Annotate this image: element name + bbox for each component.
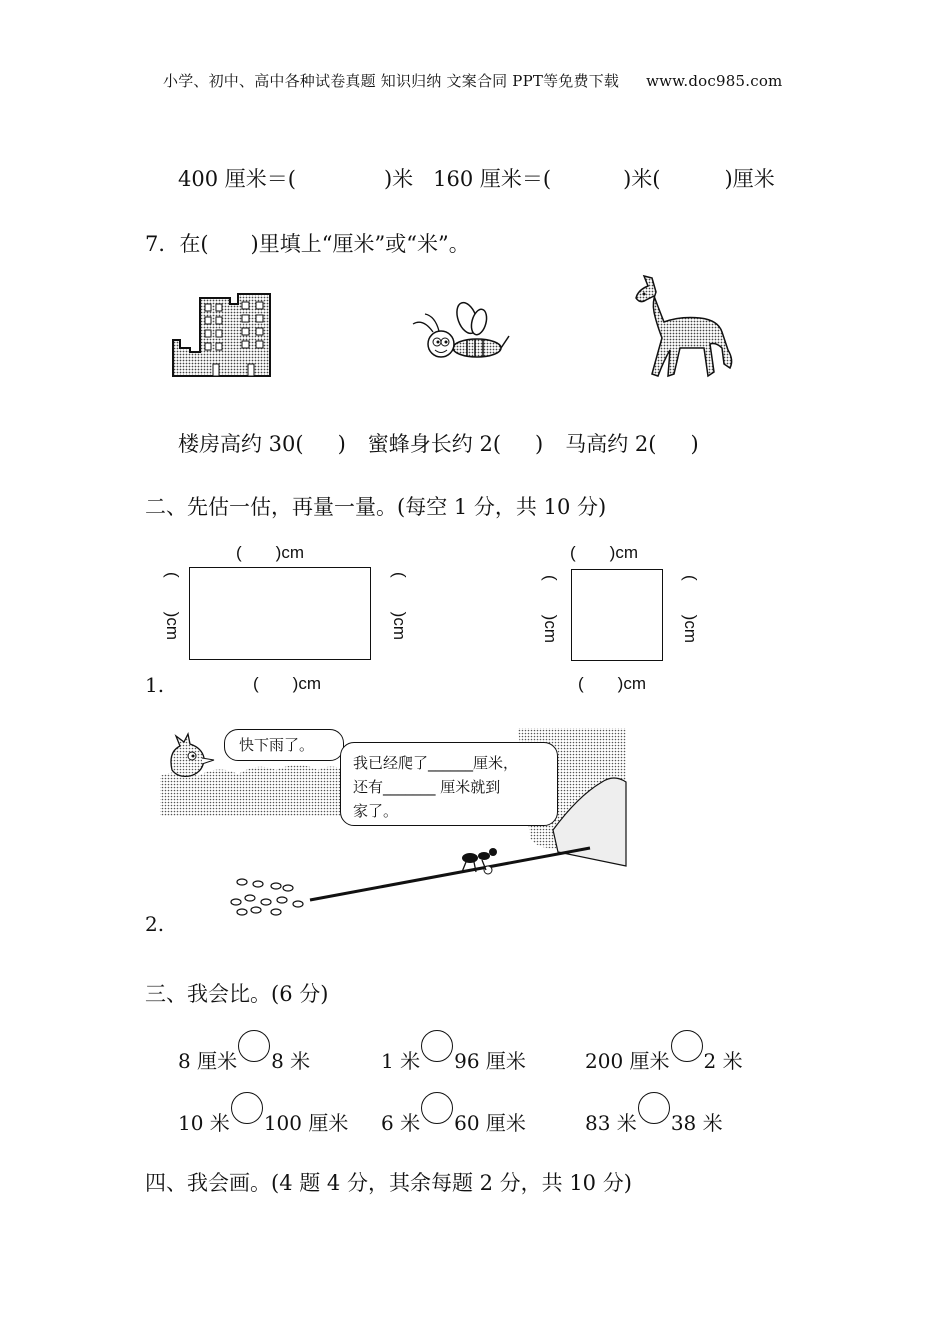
square-top-blank: ( )cm: [570, 543, 638, 562]
ant-speech-line-1: 我已经爬了______厘米，: [353, 754, 519, 772]
rect1-bottom-blank: ( )cm: [253, 674, 321, 693]
compare-circle[interactable]: [421, 1030, 453, 1062]
square-left-blank: ( )cm: [541, 575, 560, 643]
header-url: www.doc985.com: [646, 72, 783, 90]
q6-d: )米(: [623, 167, 661, 191]
header-text: 小学、初中、高中各种试卷真题 知识归纳 文案合同 PPT等免费下载: [163, 72, 620, 90]
rect1-top-blank: ( )cm: [236, 543, 304, 562]
compare-2: 1 米 96 厘米: [381, 1040, 526, 1074]
q7-item-bee: 蜜蜂身长约 2(: [367, 432, 502, 456]
compare-circle[interactable]: [638, 1092, 670, 1124]
q6-b: )米: [383, 167, 414, 191]
compare-1: 8 厘米 8 米: [178, 1040, 310, 1074]
item-number-1: 1.: [145, 673, 165, 697]
q7-item-horse: 马高约 2(: [565, 432, 657, 456]
page-header: [163, 70, 782, 91]
compare-3: 200 厘米 2 米: [585, 1040, 743, 1074]
q6-a: 400 厘米＝(: [178, 167, 296, 191]
bird-speech-bubble: [224, 729, 344, 761]
q7-answers: 楼房高约 30( ) 蜜蜂身长约 2( ) 马高约 2( ): [178, 432, 699, 456]
q6-line: [178, 163, 775, 193]
square-right-blank: ( )cm: [681, 575, 700, 643]
section4-title: 四、我会画。(4 题 4 分，其余每题 2 分，共 10 分): [145, 1171, 632, 1195]
ant-speech-line-3: 家了。: [353, 802, 399, 820]
item-number-2: 2.: [145, 912, 165, 936]
bird-speech-text: 快下雨了。: [239, 736, 315, 754]
section2-title: 二、先估一估，再量一量。(每空 1 分，共 10 分): [145, 495, 607, 519]
square-shape: [571, 569, 663, 661]
square-bottom-blank: ( )cm: [578, 674, 646, 693]
building-picture: [170, 290, 275, 380]
compare-circle[interactable]: [238, 1030, 270, 1062]
q6-e: )厘米: [724, 167, 775, 191]
compare-5: 6 米 60 厘米: [381, 1102, 526, 1136]
q6-c: 160 厘米＝(: [433, 167, 552, 191]
q7-item-building: 楼房高约 30(: [178, 432, 304, 456]
bee-picture: [405, 300, 515, 370]
rect1-left-blank: ( )cm: [163, 572, 182, 640]
compare-circle[interactable]: [671, 1030, 703, 1062]
compare-circle[interactable]: [231, 1092, 263, 1124]
rectangle-shape: [189, 567, 371, 660]
rect1-right-blank: ( )cm: [390, 572, 409, 640]
section3-title: 三、我会比。(6 分): [145, 982, 329, 1006]
ant-speech-line-2: 还有_______ 厘米就到: [353, 778, 501, 796]
compare-4: 10 米 100 厘米: [178, 1102, 348, 1136]
compare-circle[interactable]: [421, 1092, 453, 1124]
horse-picture: [630, 272, 740, 382]
compare-6: 83 米 38 米: [585, 1102, 723, 1136]
q7-title: 7．在( )里填上“厘米”或“米”。: [145, 232, 470, 256]
ant-speech-bubble: [340, 742, 558, 826]
